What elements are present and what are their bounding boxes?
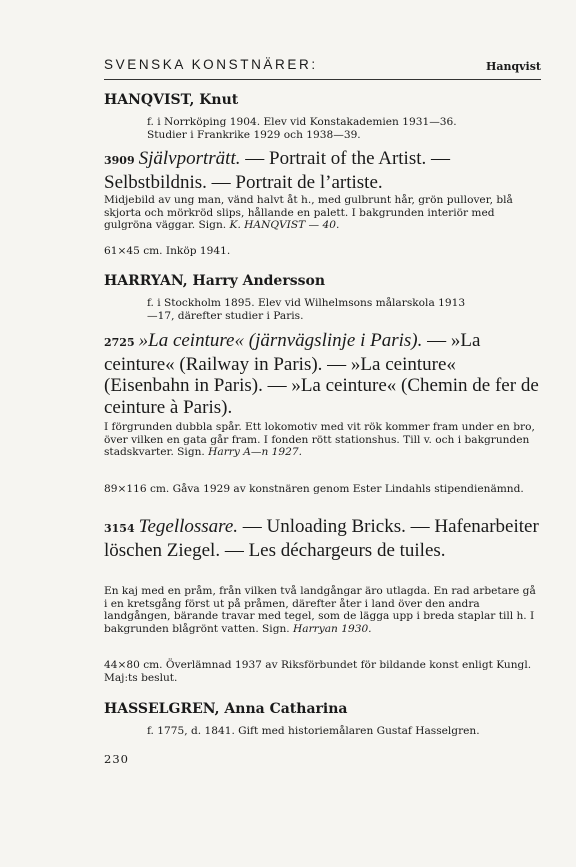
catalog-number: 3909 [104,154,135,167]
description-text: Midjebild av ung man, vänd halvt åt h., med gulbrunt hår, grön pullover, blå skjorta och mörkröd slips, hållande en palett. I bakgrunden interiör med gulgröna väggar. Sign. [104,194,513,232]
catalog-number: 2725 [104,336,135,349]
artist-bio [147,297,542,323]
artist-bio [147,725,542,738]
artist-heading: HASSELGREN, Anna Catharina [104,701,348,717]
artwork-entry [104,516,542,561]
artwork-signature: K. HANQVIST — 40. [229,219,340,232]
catalog-number: 3154 [104,522,135,535]
description-text: En kaj med en pråm, från vilken två landgångar äro utlagda. En rad arbetare gå i en kretsgång först ut på pråmen, därefter åter i land över den andra landgången, bärande travar med tegel, som de lägga upp i breda staplar till h. I bakgrunden blågrönt vatten. Sign. [104,585,536,635]
description-text: I förgrunden dubbla spår. Ett lokomotiv med vit rök kommer fram under en bro, över vilken en gata går fram. I fonden rött stationshus. Till v. och i bakgrunden stadskvarter. Sign. [104,421,535,459]
artwork-entry [104,330,542,418]
artwork-description [104,585,542,635]
running-header [104,57,541,80]
artwork-title-translations: — »La ceinture« (Railway in Paris). — »La ceinture« (Eisenbahn in Paris). — »La ceinture« (Chemin de fer de ceinture à Paris). [104,330,539,418]
artwork-title-translations: — Portrait of the Artist. — Selbstbildnis. — Portrait de l’artiste. [104,148,451,193]
artist-bio [147,116,542,142]
page-number: 230 [104,752,129,766]
bio-line: f. 1775, d. 1841. Gift med historiemålaren Gustaf Hasselgren. [147,725,480,737]
artwork-entry [104,148,542,193]
artwork-description [104,421,542,459]
artwork-title-swedish: Självporträtt. [138,148,241,169]
running-header-artist: Hanqvist [485,60,541,73]
running-header-title: SVENSKA KONSTNÄRER: [104,57,318,72]
artwork-signature: Harry A—n 1927. [208,446,302,459]
artwork-title-swedish: »La ceinture« (järnvägslinje i Paris). [138,330,423,351]
artist-heading: HANQVIST, Knut [104,92,239,108]
artwork-signature: Harryan 1930. [293,622,372,635]
artwork-title-swedish: Tegellossare. [138,516,239,537]
artwork-info: 61×45 cm. Inköp 1941. [104,245,231,257]
bio-line: —17, därefter studier i Paris. [147,310,304,322]
bio-line: f. i Stockholm 1895. Elev vid Wilhelmsons målarskola 1913 [147,297,466,309]
artwork-description [104,194,542,232]
artwork-title-translations: — Unloading Bricks. — Hafenarbeiter löschen Ziegel. — Les déchargeurs de tuiles. [104,516,539,561]
artwork-info: 44×80 cm. Överlämnad 1937 av Riksförbundet för bildande konst enligt Kungl. Maj:ts beslut. [104,659,532,684]
bio-line: Studier i Frankrike 1929 och 1938—39. [147,129,361,141]
bio-line: f. i Norrköping 1904. Elev vid Konstakademien 1931—36. [147,116,457,128]
artist-heading: HARRYAN, Harry Andersson [104,273,325,289]
artwork-info: 89×116 cm. Gåva 1929 av konstnären genom Ester Lindahls stipendienämnd. [104,483,524,495]
